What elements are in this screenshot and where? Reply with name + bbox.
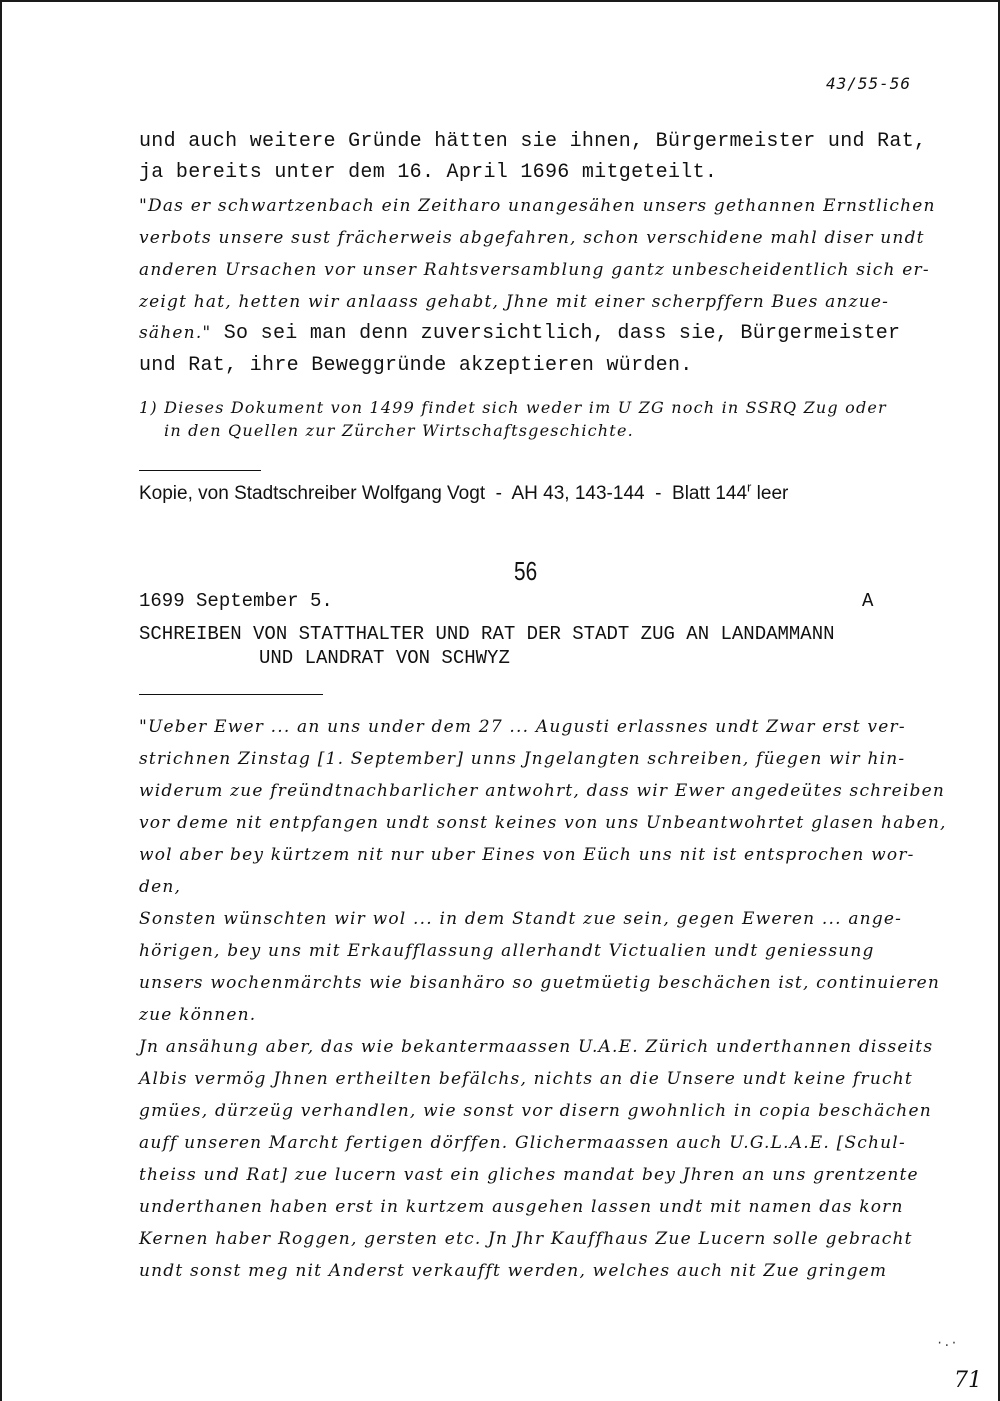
separator-rule: [139, 470, 261, 471]
letter-line: gmües, dürzeüg verhandlen, wie sonst vor disern gwohnlich in copia beschächen: [139, 1101, 932, 1121]
handwritten-folio-mark: 71: [954, 1368, 982, 1393]
letter-line: theiss und Rat] zue lucern vast ein gliches mandat bey Jhren an uns grentzente: [139, 1165, 919, 1185]
letter-line: Jn ansähung aber, das wie bekantermaassen U.A.E. Zürich underthannen disseits: [139, 1037, 934, 1057]
letter-line: vor deme nit entpfangen undt sonst keines von uns Unbeantwohrtet glasen haben,: [139, 813, 947, 833]
page-number: 43/55-56: [826, 74, 912, 93]
source-line: [139, 479, 789, 505]
letter-line: "Ueber Ewer ... an uns under dem 27 ... Augusti erlassnes undt Zwar erst ver-: [139, 717, 906, 737]
letter-line: den,: [139, 877, 182, 897]
document-number: 56: [514, 556, 538, 586]
letter-line: Albis vermög Jhnen ertheilten befälchs, nichts an die Unsere undt keine frucht: [139, 1069, 913, 1089]
scan-speck: ·.·: [936, 1336, 958, 1350]
date-line: 1699 September 5.: [139, 590, 333, 612]
quote-line: anderen Ursachen vor unser Rahtsversamblung gantz unbescheidentlich sich er-: [139, 260, 930, 280]
variant-letter: A: [862, 590, 874, 612]
letter-line: Sonsten wünschten wir wol ... in dem Standt zue sein, gegen Eweren ... ange-: [139, 909, 903, 929]
quote-line: verbots unsere sust frächerweis abgefahren, schon verschidene mahl diser undt: [139, 228, 925, 248]
footnote-line: 1) Dieses Dokument von 1499 findet sich weder im U ZG noch in SSRQ Zug oder: [139, 398, 887, 417]
quote-end-line: [139, 322, 900, 345]
letter-line: unsers wochenmärchts wie bisanhäro so guetmüetig beschächen ist, continuieren: [139, 973, 941, 993]
page-border-top: [0, 0, 1000, 2]
document-title: UND LANDRAT VON SCHWYZ: [259, 647, 510, 669]
document-title: SCHREIBEN VON STATTHALTER UND RAT DER STADT ZUG AN LANDAMMANN: [139, 623, 835, 645]
letter-line: undt sonst meg nit Anderst verkaufft werden, welches auch nit Zue gringem: [139, 1261, 888, 1281]
letter-line: widerum zue freündtnachbarlicher antwohrt, dass wir Ewer angedeütes schreiben: [139, 781, 946, 801]
quote-line: zeigt hat, hetten wir anlaass gehabt, Jhne mit einer scherpffern Bues anzue-: [139, 292, 890, 312]
closing-line: und Rat, ihre Beweggründe akzeptieren würden.: [139, 354, 693, 377]
intro-line: ja bereits unter dem 16. April 1696 mitgeteilt.: [139, 161, 718, 184]
letter-line: strichnen Zinstag [1. September] unns Jngelangten schreiben, füegen wir hin-: [139, 749, 906, 769]
page-border-left: [0, 0, 2, 1401]
letter-line: auff unseren Marcht fertigen dörffen. Glichermaassen auch U.G.L.A.E. [Schul-: [139, 1133, 906, 1153]
quote-line: "Das er schwartzenbach ein Zeitharo unangesähen unsers gethannen Ernstlichen: [139, 196, 936, 216]
footnote-line: in den Quellen zur Zürcher Wirtschaftsgeschichte.: [164, 421, 634, 440]
letter-line: underthanen haben erst in kurtzem ausgehen lassen undt mit namen das korn: [139, 1197, 904, 1217]
summary-text: So sei man denn zuversichtlich, dass sie, Bürgermeister: [211, 322, 901, 345]
letter-line: Kernen haber Roggen, gersten etc. Jn Jhr Kauffhaus Zue Lucern solle gebracht: [139, 1229, 913, 1249]
source-superscript: r: [747, 479, 752, 495]
intro-line: und auch weitere Gründe hätten sie ihnen, Bürgermeister und Rat,: [139, 130, 927, 153]
letter-line: hörigen, bey uns mit Erkaufflassung allerhandt Victualien undt geniessung: [139, 941, 875, 961]
source-text: Kopie, von Stadtschreiber Wolfgang Vogt - AH 43, 143-144 - Blatt 144: [139, 483, 748, 504]
source-suffix: leer: [751, 483, 789, 504]
letter-line: wol aber bey kürtzem nit nur uber Eines von Eüch uns nit ist entsprochen wor-: [139, 845, 915, 865]
quote-end: sähen.": [139, 323, 212, 343]
letter-line: zue können.: [139, 1005, 257, 1025]
separator-rule: [139, 694, 323, 695]
